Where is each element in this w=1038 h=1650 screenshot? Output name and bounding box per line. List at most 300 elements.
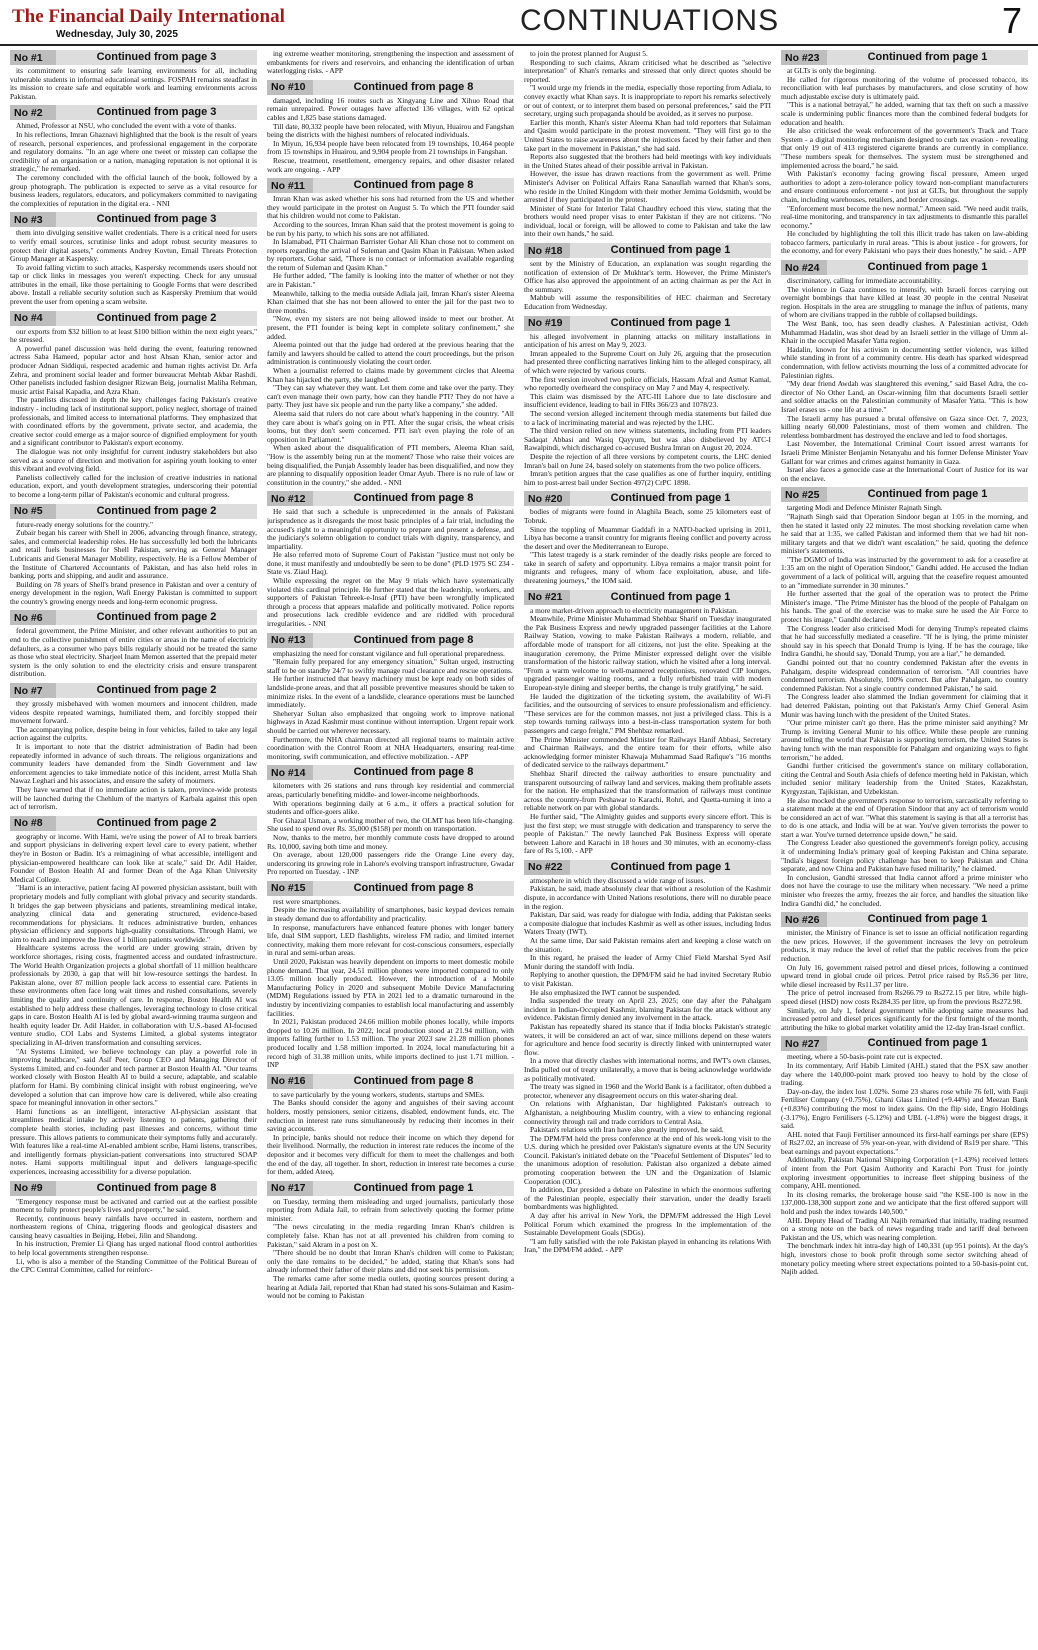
paragraph: Similarly, on July 1, federal government while adopting same measures had increased petrol and diesel prices significantly for the first fortnight of the month, attributing the hike to global market volatility amid the 12-day Iran-Israel conflict. — [781, 1005, 1028, 1032]
masthead — [0, 0, 1038, 46]
paragraph: bodies of migrants were found in Alaghila Beach, some 25 kilometers east of Tobruk. — [524, 507, 771, 525]
continued-label: Continued from page 3 — [96, 213, 217, 226]
paragraph: Earlier this month, Khan's sister Aleema Khan had told reporters that Sulaiman and Qasim would participate in the protest movement. "They will first go to the United States to raise awareness about the injustices faced by their father and then take part in the movement in Pakistan," she had said. — [524, 117, 771, 153]
article-number: No #26 — [781, 912, 827, 927]
continued-label: Continued from page 8 — [353, 881, 474, 894]
paragraph: With operations beginning daily at 6 a.m., it offers a practical solution for students and office-goers alike. — [267, 798, 514, 817]
continued-label: Continued from page 8 — [96, 1181, 217, 1194]
article-number: No #18 — [524, 243, 570, 258]
paragraph: Hadalin, known for his activism in documenting settler violence, was killed while standing in front of a community centre. His death has sparked widespread condemnation, with fellow activists mourning the loss of a committed advocate for Palestinian rights. — [781, 344, 1028, 380]
paragraph: According to the sources, Imran Khan said that the protest movement is going to be run by his party, to which his sons are not affiliated. — [267, 219, 514, 238]
paragraph: He concluded by highlighting the toll this illicit trade has taken on law-abiding tobacco farmers, particularly in rural areas. "This is about justice - for growers, for the economy, and for every Pakistani who pays their dues honestly," he said. - APP — [781, 229, 1028, 256]
paragraph: In 2021, Pakistan produced 24.66 million mobile phones locally, while imports dropped to 10.26 million. In 2022, local production stood at 21.94 million, with imports falling further to 1.53 million. The year 2023 saw 21.28 million phones produced locally and 1.58 million imported. In 2024, local manufacturing hit a record high of 31.38 million units, while imports declined to just 1.71 million. - INP — [267, 1017, 514, 1070]
paragraph: Responding to such claims, Akram criticised what he described as "selective interpretation" of Khan's remarks and stressed that only direct quotes should be reported. — [524, 57, 771, 84]
paragraph: When asked about the disqualification of PTI members, Aleema Khan said, "How is the assembly being run at the moment? Those who raise their voices are being disqualified, the Punjab Assembly leader has been disqualified, and now they are planning to disqualify opposition leader Omar Ayub. There is no rule of law or constitution in the country," she added. - NNI — [267, 443, 514, 487]
paragraph: they grossly misbehaved with women mourners and innocent children, made videos despite repeated warnings, humiliated them, and forcibly stopped their movement forward. — [10, 699, 257, 726]
paragraph: "Remain fully prepared for any emergency situation," Sultan urged, instructing staff to be on standby 24/7 to swiftly manage road clearance and rescue operations. — [267, 657, 514, 675]
article — [267, 491, 514, 628]
article — [10, 683, 257, 812]
continued-label: Continued from page 1 — [610, 860, 731, 873]
article-header — [10, 311, 257, 326]
article — [267, 50, 514, 76]
paragraph: "This latest tragedy is a stark reminder of the deadly risks people are forced to take in search of safety and opportunity. Libya remains a major transit point for migrants and refugees, many of whom face exploitation, abuse, and life-threatening journeys," the IOM said. — [524, 550, 771, 586]
continued-label: Continued from page 1 — [867, 1037, 988, 1050]
article-body — [781, 1053, 1028, 1276]
paragraph: On relations with Afghanistan, Dar highlighted Pakistan's outreach to Afghanistan, a neighbouring Muslim country, with a view to enhancing regional connectivity through rail and trade corridors to Central Asia. — [524, 1099, 771, 1126]
article-header — [10, 504, 257, 519]
paragraph: minister, the Ministry of Finance is set to issue an official notification regarding the new prices. However, if the government increases the levy on petroleum products, it may reduce the level of relief that the public receives from the price reduction. — [781, 928, 1028, 963]
paragraph: meeting, where a 50-basis-point rate cut is expected. — [787, 1052, 943, 1062]
paragraph: to join the protest planned for August 5. — [530, 50, 648, 58]
paragraph: discriminatory, calling for immediate accountability. — [787, 276, 943, 286]
article-body — [524, 260, 771, 312]
continued-label: Continued from page 3 — [96, 51, 217, 63]
continued-label: Continued from page 1 — [610, 244, 731, 257]
paragraph: A powerful panel discussion was held during the event, featuring renowned actress Saba Hameed, popular actor and host Ahsan Khan, senior actor and producer Adnan Siddiqui, respected academic and human rights activist Dr. Arfa Zehra, and prominent social leader and former bureaucrat Mehtab Akbar Rashdi. Other panelists included fashion designer Rizwan Beig, journalist Maliha Rehman, music artist Faisal Kapadia, and Azra Khan. — [10, 343, 257, 396]
article — [10, 105, 257, 208]
paragraph: Zubair began his career with Shell in 2006, advancing through finance, strategy, sales, and commercial leadership roles. He has successfully led both the lubricants and retail fuels businesses for Shell Pakistan, serving as General Manager Lubricants and General Manager Mobility, respectively. He is a Fellow Member of the Institute of Chartered Accountants of Pakistan, and has also held roles in banking, ports and shipping, and audit and assurance. — [10, 528, 257, 581]
paragraph: a more market-driven approach to electricity management in Pakistan. — [530, 605, 738, 615]
article — [10, 50, 257, 101]
paragraph: He also referred moto of Supreme Court of Pakistan "justice must not only be done, it must manifestly and undoubtedly be seen to be done" (PLD 1975 SC 234 - State vs. Ziaul Haq). — [267, 550, 514, 577]
article — [267, 178, 514, 487]
continued-label: Continued from page 1 — [610, 590, 731, 603]
article-number: No #8 — [10, 816, 56, 831]
article-body — [267, 508, 514, 628]
paragraph: He also criticised the weak enforcement of the government's Track and Trace System - a digital monitoring mechanism designed to curb tax evasion - revealing that only 19 out of 413 registered cigarette brands are currently in compliance. "These numbers speak for themselves. The system must be strengthened and implemented across the board," he said. — [781, 126, 1028, 170]
paragraph: He further said, "The Almighty guides and supports every sincere effort. This is just the first step; we must struggle with dedication and transparency to serve the people of Pakistan." The newly launched Pak Business Express will operate between Lahore and Karachi in 18 hours and 30 minutes, with an economy-class fare of Rs 5,100. - APP — [524, 811, 771, 856]
article-header — [781, 50, 1028, 65]
continued-label: Continued from page 1 — [353, 1181, 474, 1194]
paragraph: Building on 78 years of Shell's brand presence in Pakistan and over a century of energy development in the region, Wafi Energy Pakistan is committed to support the country's growing energy needs and long-term economic progress. — [10, 579, 257, 606]
paragraph: Minister of State for Interior Talal Chaudhry echoed this view, stating that the brothers would need proper visas to enter Pakistan if they are not citizens. "No individual, local or foreign, will be allowed to come to Pakistan and take the law into their own hands," he said. — [524, 203, 771, 239]
paragraph: Day-on-day, the index lost 1.02%. Some 23 shares rose while 76 fell, with Fauji Fertiliser Company (+0.75%), Ghani Glass Limited (+9.44%) and Meezan Bank (+0.83%) contributing the most to index gains. On the flip side, Engro Holdings (-3.17%), Engro Fertilisers (-5.12%) and UBL (-1.8%) were the biggest drags, it said. — [781, 1086, 1028, 1131]
paragraph: Mahbub will assume the responsibilities of HEC chairman and Secretary Education from Wednesday. — [524, 293, 771, 312]
paragraph: On average, about 120,000 passengers ride the Orange Line every day, underscoring its growing role in Lahore's evolving transport infrastructure, Gwadar Pro reported on Tuesday. - INP — [267, 850, 514, 877]
article — [267, 1074, 514, 1177]
article-header — [267, 633, 514, 648]
continued-label: Continued from page 8 — [353, 179, 474, 192]
article-header — [267, 491, 514, 506]
paragraph: "Our prime minister can't go there. Has the prime minister said anything? Mr Trump is inviting General Munir to his office. While these people are running around telling the world that Pakistan is supporting terrorism, the United States is having lunch with the man responsible for Pahalgam and organizing ways to fight terrorism," he added. — [781, 718, 1028, 762]
paragraph: The dialogue was not only insightful for current industry stakeholders but also served as a source of direction and motivation for aspiring youth looking to enter this vibrant and evolving field. — [10, 446, 257, 474]
continued-label: Continued from page 1 — [867, 51, 988, 63]
section-title: CONTINUATIONS — [520, 4, 780, 37]
paragraph: Pakistan's relations with Iran have also greatly improved, he said. — [530, 1125, 724, 1135]
article — [524, 590, 771, 856]
paragraph: "Hami is an interactive, patient facing AI powered physician assistant, built with proprietary models and fully compliant with global privacy and security standards. It bridges the gap between physicians and patients, streamlining medical intake, analyzing clinical data and generating structured, evidence-based recommendations for physicians. It reduces administrative burden, enhances physician efficiency and supports high-quality consultations. Through Hami, we aim to reach and improve the lives of 1 billion patients worldwide." — [10, 883, 257, 944]
paragraph: He called for rigorous monitoring of the volume of processed tobacco, its reconciliation with leaf purchases by manufacturers, and close scrutiny of how much adjustable excise duty is ultimately paid. — [781, 74, 1028, 101]
paragraph: rest were smartphones. — [273, 896, 341, 906]
article-number: No #5 — [10, 504, 56, 519]
paragraph: Furthermore, the NHA chairman directed all regional teams to maintain active coordination with the Control Room at NHA Headquarters, ensuring real-time monitoring, swift communication, and effective mobilization. - APP — [267, 734, 514, 761]
article-number: No #25 — [781, 487, 827, 502]
article-header — [267, 80, 514, 95]
article-header — [267, 1181, 514, 1196]
paragraph: The second version alleged incitement through media statements but failed due to a lack of incriminating material and was rejected by the LHC. — [524, 408, 771, 427]
continued-label: Continued from page 1 — [867, 261, 988, 274]
paragraph: damaged, including 16 routes such as Xingyang Line and Xihuo Road that remain unrepaired. Power outages have affected 136 villages, with 62 optical cables and 1,825 base stations damaged. — [267, 95, 514, 122]
article-columns — [10, 50, 1028, 1646]
article-header — [524, 316, 771, 331]
paragraph: AHL Deputy Head of Trading Ali Najib remarked that initially, trading resumed on a strong note on the back of news regarding trade and tariff deal between Pakistan and the US, which was nearing completion. — [781, 1215, 1028, 1242]
article-number: No #14 — [267, 765, 313, 780]
paragraph: Gandhi further criticised the government's stance on military collaboration, citing the Central and South Asia chiefs of defence meeting held in Pakistan, which included senior military leadership from the United States, Kazakhstan, Kyrgyzstan, Tajikistan, and Uzbekistan. — [781, 761, 1028, 796]
continued-label: Continued from page 1 — [610, 492, 731, 505]
paragraph: In Islamabad, PTI Chairman Barrister Gohar Ali Khan chose not to comment on reports regarding the arrival of Suleman and Qasim Khan in Pakistan. When asked by reporters, Gohar said, "There is no contact or information available regarding the return of Suleman and Qasim Khan." — [267, 237, 514, 272]
continued-label: Continued from page 2 — [96, 611, 217, 624]
column-2 — [267, 50, 514, 1646]
paragraph: Until 2020, Pakistan was heavily dependent on imports to meet domestic mobile phone demand. That year, 24.51 million phones were imported compared to only 13.05 million locally produced. However, the introduction of a Mobile Manufacturing Policy in 2020 and subsequent Mobile Device Manufacturing (MDM) Regulations issued by PTA in 2021 led to a dramatic turnaround in the industry by incentivizing companies to establish local manufacturing and assembly facilities. — [267, 957, 514, 1018]
column-4 — [781, 50, 1028, 1646]
paragraph: The DPM/FM held the press conference at the end of his week-long visit to the U.S. during which he presided over Pakistan's signature events at the UN Security Council. Pakistan's initiated debate on the "Peaceful Settlement of Disputes" led to the unanimous adoption of resolution. Pakistan also organized a debate aimed promoting cooperation between the UN and the Organization of Islamic Cooperation (OIC). — [524, 1133, 771, 1186]
article-header — [781, 260, 1028, 275]
paragraph: Aleema pointed out that the judge had ordered at the previous hearing that the family and lawyers should be called to attend the court proceedings, but the prison administration is continuously violating the court order. — [267, 340, 514, 367]
paragraph: "At Systems Limited, we believe technology can play a powerful role in improving healthcare," said Asif Peer, Group CEO and Managing Director of Systems Limited, and co-founder and tech partner at Boston Health AI. "Our teams worked closely with Boston Health AI to build a secure, adaptable, and scalable platform for Hami. By combining clinical insight with robust engineering, we've developed a solution that can improve how care is delivered, while also creating space for meaningful innovation in other sectors." — [10, 1046, 257, 1108]
paragraph: his alleged involvement in planning attacks on military installations in anticipation of his arrest on May 9, 2023. — [524, 331, 771, 350]
paragraph: Despite the rejection of all three versions by competent courts, the LHC denied Imran's bail on June 24, based solely on statements from the two police officers. — [524, 451, 771, 470]
continued-label: Continued from page 2 — [96, 504, 217, 517]
continued-label: Continued from page 3 — [96, 106, 217, 119]
paragraph: Ahmed, Professor at NSU, who concluded the event with a vote of thanks. — [16, 121, 237, 131]
article — [10, 311, 257, 500]
paragraph: In its commentary, Arif Habib Limited (AHL) stated that the PSX saw another day where the 140,000-point mark proved too heavy to hold by the close of trading. — [781, 1060, 1028, 1088]
article-number: No #21 — [524, 590, 570, 605]
article — [524, 860, 771, 1255]
article — [10, 610, 257, 679]
article-header — [524, 243, 771, 258]
paragraph: Israel also faces a genocide case at the International Court of Justice for its war on the enclave. — [781, 465, 1028, 483]
paragraph: "Enforcement must become the new normal," Ameen said. "We need audit trails, real-time monitoring, and transparency in tax adjustments to dismantle this parallel economy." — [781, 203, 1028, 230]
article-header — [267, 1074, 514, 1089]
paragraph: at GLTs is only the beginning. — [787, 66, 877, 75]
paragraph: sent by the Ministry of Education, an explanation was sought regarding the notification of extension of Dr Mukhtar's term. However, the Prime Minister's Office has also approved the appointment of an acting chairman as per the Act in the summary. — [524, 259, 771, 294]
paragraph: This claim was dismissed by the ATC-III Lahore due to late disclosure and insufficient evidence, leading to bail in FIRs 366/23 and 1078/23. — [524, 391, 771, 410]
paragraph: In this regard, he praised the leader of Army Chief Field Marshal Syed Asif Munir during the standoff with India. — [524, 953, 771, 971]
paragraph: In Miyun, 16,934 people have been relocated from 19 townships, 10,464 people from 15 townships in Huairou, and 9,904 people from 21 townships in Fangshan. — [267, 138, 514, 157]
paragraph: The treaty was signed in 1960 and the World Bank is a facilitator, often dubbed a protector, whenever any disagreement occurs on this water-sharing deal. — [524, 1082, 771, 1100]
article-body — [267, 1091, 514, 1177]
paragraph: The Banks should consider the agony and anguishes of their saving account holders, mostly pensioners, senior citizens, disabled, endowment funds, etc. The reduction in interest rate runs simultaneously by reducing their incomes in their saving accounts. — [267, 1098, 514, 1134]
article — [10, 212, 257, 306]
column-1 — [10, 50, 257, 1646]
article-header — [10, 50, 257, 65]
paragraph: Gandhi pointed out that no country condemned Pakistan after the events in Pahalgam, despite widespread condemnation of terrorism. "All countries have condemned terrorism. Absolutely, 100% correct. But after Pahalgam, no country condemned Pakistan. Not a single country condemned Pakistan," he said. — [781, 658, 1028, 693]
article-number: No #11 — [267, 178, 313, 193]
paragraph: He lauded the digitization of the ticketing system, the availability of Wi-Fi facilities, and the outsourcing of services to ensure professionalism and efficiency. "These services are for the common masses, not just a privileged class. This is a step towards turning railways into a best-in-class transportation system for both passengers and cargo freight," PM Shehbaz remarked. — [524, 691, 771, 735]
paragraph: Pakistan, Dar said, was ready for dialogue with India, adding that Pakistan seeks a composite dialogue that includes Kashmir as well as other issues, including Indus Waters Treaty (IWT). — [524, 910, 771, 937]
paragraph: He further instructed that heavy machinery must be kept ready on both sides of landslide-prone areas, and that all possible preventive measures should be taken to minimize risks. In the event of a landslide, clearance operations must be launched immediately. — [267, 674, 514, 710]
article — [781, 260, 1028, 483]
article-number: No #2 — [10, 105, 56, 120]
paragraph: targeting Modi and Defence Minister Rajnath Singh. — [787, 503, 943, 513]
article-number: No #6 — [10, 610, 56, 625]
paragraph: Additionally, Pakistan National Shipping Corporation (+1.43%) received letters of intent from the Port Qasim Authority and Karachi Port Trust for jointly exploring investment opportunities to increase fleet shipping business of the company, AHL mentioned. — [781, 1155, 1028, 1191]
issue-date: Wednesday, July 30, 2025 — [56, 29, 178, 40]
article-number: No #23 — [781, 50, 827, 65]
paragraph: In a move that directly clashes with international norms, and IWT's own clauses, India pulled out of treaty unilaterally, a move that is being acknowledge worldwide as politically motivated. — [524, 1056, 771, 1083]
paragraph: In its closing remarks, the brokerage house said "the KSE-100 is now in the 137,000-138,300 support zone and we anticipate that the first offered support will hold and push the index towards 140,500." — [781, 1189, 1028, 1217]
article-number: No #10 — [267, 80, 313, 95]
article-number: No #13 — [267, 633, 313, 648]
paragraph: its commitment to ensuring safe learning environments for all, including vulnerable students in informal educational settings. FOSPAH remains steadfast in its mission to create safe and equitable work and learning environments across Pakistan. — [10, 66, 257, 101]
paragraph: In his reflections, Imran Ghaznavi highlighted that the book is the result of years of research, personal experiences, and professional engagement in the corporate and regulatory domains. "In an age where one tweet or misstep can collapse the credibility of an organisation or a nation, managing reputation is not optional it is strategic," he remarked. — [10, 129, 257, 174]
article-header — [524, 590, 771, 605]
article — [10, 1181, 257, 1275]
article-number: No #12 — [267, 491, 313, 506]
paragraph: The ceremony concluded with the official launch of the book, followed by a group photograph. The publication is expected to serve as a vital resource for business leaders, regulators, educators, and policymakers committed to navigating the complexities of reputation in the digital era. - NNI — [10, 172, 257, 208]
paragraph: To avoid falling victim to such attacks, Kaspersky recommends users should not tap or click links in messages you weren't expecting. Check for any unusual attributes in the email, like those pertaining to Google Forms that were described above. Install a reliable security solution such as Kaspersky Premium that would prevent the user from opening a scam website. — [10, 262, 257, 307]
continued-label: Continued from page 2 — [96, 816, 217, 829]
article-body — [10, 1198, 257, 1275]
article-body — [524, 508, 771, 585]
article — [524, 243, 771, 312]
paragraph: federal government, the Prime Minister, and other relevant authorities to put an end to the collective punishment of entire cities or areas in the name of electricity defaulters, as a consumer who pays bills regularly should not be treated the same as those who steal electricity. Sharjeel Inam Memon asserted that the prepaid meter system is the only solution to end the electricity crisis and ensure transparent distribution. — [10, 626, 257, 679]
article-header — [781, 912, 1028, 927]
article-number: No #20 — [524, 491, 570, 506]
paragraph: Last November, the International Criminal Court issued arrest warrants for Israeli Prime Minister Benjamin Netanyahu and his former Defense Minister Yoav Gallant for war crimes and crimes against humanity in Gaza. — [781, 439, 1028, 466]
paragraph: The Congress leader also slammed the Indian government for claiming that it had deterred Pakistan, pointing out that Pakistan's Army Chief General Asim Munir was having lunch with the president of the United States. — [781, 692, 1028, 719]
paragraph: to save particularly by the young workers, students, startups and SMEs. — [273, 1089, 485, 1099]
article-body — [781, 504, 1028, 908]
article-number: No #9 — [10, 1181, 56, 1196]
paragraph: "This is a national betrayal," he added, warning that tax theft on such a massive scale is undermining public finances more than the combined federal budgets for education and health. — [781, 100, 1028, 127]
article-number: No #16 — [267, 1074, 313, 1089]
article-body — [267, 782, 514, 877]
paragraph: Pakistan has repeatedly shared its stance that if India blocks Pakistan's strategic waters, it will be considered an act of war, since millions depend on these waters for agriculture and hence food security is directly linked with uninterrupted water flow. — [524, 1021, 771, 1057]
article — [10, 816, 257, 1177]
paragraph: "My dear friend Awdah was slaughtered this evening," said Basel Adra, the co-director of No Other Land, an Oscar-winning film that documents Israeli settler and soldier attacks on the Palestinian community of Masafer Yatta. "This is how Israel erases us - one life at a time." — [781, 379, 1028, 414]
paragraph: India suspended the treaty on April 23, 2025; one day after the Pahalgam incident in Indian-Occupied Kashmir, blaming Pakistan for the attack without any evidence. Pakistan firmly denied any involvement in the attack. — [524, 996, 771, 1023]
paragraph: While expressing the regret on the May 9 trials which have systematically violated this cardinal principle. He further stated that the leadership, workers, and supporters of Pakistan Tehreek-e-Insaf (PTI) have been wrongfully implicated through a process that appears malafide and politically motivated. Police reports and prosecutions lack credible evidence and are riddled with procedural irregularities. - NNI — [267, 576, 514, 629]
paragraph: The Congress Leader also questioned the government's foreign policy, accusing it of undermining India's primary goal of keeping Pakistan and China separate. "India's biggest foreign policy challenge has been to keep Pakistan and China separate, and now China and Pakistan have fused militarily," he claimed. — [781, 838, 1028, 874]
paragraph: The first version involved two police officials, Hassam Afzal and Asmat Kamal, who reportedly overheard the conspiracy on May 7 and May 4, respectively. — [524, 374, 771, 393]
paragraph: Sheheryar Sultan also emphasized that ongoing work to improve national highways in Azad Kashmir must continue without interruption. Urgent repair work should be carried out wherever necessary. — [267, 708, 514, 735]
article-body — [267, 195, 514, 487]
paragraph: He further asserted that the goal of the operation was to protect the Prime Minister's image. "The Prime Minister has the blood of the people of Pahalgam on his hands. The goal of the exercise was to make sure he used the Air Force to protect his image," Gandhi declared. — [781, 589, 1028, 625]
article — [781, 1036, 1028, 1276]
article-number: No #4 — [10, 311, 56, 326]
article-header — [10, 1181, 257, 1196]
article-header — [267, 765, 514, 780]
paragraph: He further added, "The family is looking into the matter of whether or not they are in Pakistan." — [267, 271, 514, 290]
paragraph: Panelists collectively called for the inclusion of creative industries in national education, export, and youth development strategies, underscoring their potential to become a long-term pillar of Pakistan's economic and cultural progress. — [10, 472, 257, 499]
article-number: No #3 — [10, 212, 56, 227]
paragraph: Imran Khan was asked whether his sons had returned from the US and whether they would participate in the protest on August 5. To which the PTI founder said that his children would not come to Pakistan. — [267, 194, 514, 221]
paragraph: The benchmark index hit intra-day high of 140,331 (up 951 points). At the day's high, investors chose to book profit through some sector switching ahead of monetary policy meeting where street expectations pointed to a 50-basis-point cut, Najib added. — [781, 1241, 1028, 1277]
paragraph: atmosphere in which they discussed a wide range of issues. — [530, 875, 706, 885]
paragraph: A day after his arrival in New York, the DPM/FM addressed the High Level Political Forum which examined the progress In the implementation of the Sustainable Development Goals (SDGs). — [524, 1211, 771, 1238]
article-body — [781, 277, 1028, 483]
paragraph: In conclusion, Gandhi stressed that India cannot afford a prime minister who does not have the courage to use the military when necessary. "We need a prime minister who freezes the army, freezes the air force, and handles the situation like Indira Gandhi did," he concluded. — [781, 872, 1028, 908]
article-header — [10, 683, 257, 698]
paragraph: "There should be no doubt that Imran Khan's children will come to Pakistan; only the date remains to be decided," he added, stating that Khan's sons had already informed their father of their plans and did not seek his permission. — [267, 1248, 514, 1275]
article-number: No #1 — [10, 50, 56, 65]
paragraph: The remarks came after some media outlets, quoting sources present during a hearing at Adiala Jail, reported that Khan had stated his sons-Sulaiman and Kasim-would not be coming to Pakistan — [267, 1274, 514, 1301]
paragraph: The Congress leader also criticised Modi for denying Trump's repeated claims that he had successfully mediated a ceasefire. "If he is lying, the prime minister should say in his speech that Donald Trump is lying. If he has the courage, like Indira Gandhi, he should say, 'Donald Trump, you are a liar'," he demanded. — [781, 623, 1028, 659]
paragraph: "The DGMO of India was instructed by the government to ask for a ceasefire at 1:35 am on the night of Operation Sindoor," Gandhi added. He accused the Indian government of a lack of political will, arguing that the ceasefire request amounted to an "immediate surrender in 30 minutes." — [781, 554, 1028, 590]
article — [524, 316, 771, 488]
paragraph: Li, who is also a member of the Standing Committee of the Political Bureau of the CPC Central Committee, called for reinforc- — [10, 1256, 257, 1275]
continued-label: Continued from page 8 — [353, 633, 474, 646]
article-header — [267, 881, 514, 896]
continued-label: Continued from page 2 — [96, 684, 217, 697]
article — [781, 50, 1028, 256]
paragraph: However, the issue has drawn reactions from the government as well. Prime Minister's Adviser on Political Affairs Rana Sanaullah warned that Khan's sons, who reside in the United Kingdom with their mother Jemima Goldsmith, would be arrested if they participated in the protest. — [524, 169, 771, 205]
paragraph: kilometers with 26 stations and runs through key residential and commercial areas, particularly benefiting middle- and lower-income neighborhoods. — [267, 781, 514, 799]
paragraph: "They can say whatever they want. Let them come and take over the party. They can't even manage their own party, how can they handle PTI? They do not have a party. They just have six people and run the party like a company," she added. — [267, 383, 514, 410]
article-body — [10, 67, 257, 101]
article — [781, 487, 1028, 908]
continued-label: Continued from page 8 — [353, 1074, 474, 1087]
paragraph: For Ghazal Usman, a working mother of two, the OLMT has been life-changing. She used to spend over Rs. 35,000 ($158) per month on transportation. — [267, 815, 514, 834]
paragraph: It is important to note that the district administration of Badin had been repeatedly informed in advance of such threats. The religious organizations and community leaders have demanded from the Sindh Government and law enforcement agencies to take immediate notice of this incident, arrest Mulla Shah Nawaz Leghari and his associates, and ensure the safety of mourners. — [10, 742, 257, 786]
article-body — [524, 333, 771, 488]
paragraph: "Rajnath Singh said that Operation Sindoor began at 1:05 in the morning, and then he stated it lasted only 22 minutes. The most shocking revelation came when he said that at 1:35, we called Pakistan and informed them that we had hit non-military targets and that we didn't want escalation," he said, quoting the defence minister's statements. — [781, 511, 1028, 556]
paragraph: Shehbaz Sharif directed the railway authorities to ensure punctuality and transparent outsourcing of railway land and services, making them profitable assets for the nation. He emphasized that the transformation of railways must continue across the country-from Peshawar to Karachi, Rohri, and Quetta-turning it into a reliable network on par with global standards. — [524, 768, 771, 813]
column-3 — [524, 50, 771, 1646]
paragraph: On July 16, government raised petrol and diesel prices, following a continued upward trend in global crude oil prices. Petrol price raised by Rs5.36 per litre, while diesel increased by Rs11.37 per litre. — [781, 962, 1028, 989]
article-header — [10, 610, 257, 625]
article — [10, 504, 257, 607]
article-header — [10, 212, 257, 227]
article-body — [267, 898, 514, 1070]
paragraph: The price of petrol increased from Rs266.79 to Rs272.15 per litre, while high-speed diesel (HSD) now costs Rs284.35 per litre, up from the previous Rs272.98. — [781, 988, 1028, 1006]
paragraph: Imran appealed to the Supreme Court on July 26, arguing that the prosecution had presented three conflicting narratives linking him to the alleged conspiracy, all of which were rejected by various courts. — [524, 348, 771, 375]
article — [267, 1181, 514, 1301]
page-number: 7 — [1001, 0, 1022, 41]
article — [524, 491, 771, 585]
article-header — [781, 487, 1028, 502]
article — [524, 50, 771, 239]
paragraph: He also mocked the government's response to terrorism, sarcastically referring to a statement made at the end of Operation Sindoor that any act of terrorism would be considered an act of war. "What this statement is saying is that all a terrorist has to do is one attack, and India will be at war. You've given terrorists the power to start a war. You've turned deterrence upside down," he said. — [781, 795, 1028, 839]
paragraph: Reports also suggested that the brothers had held meetings with key individuals in the United States ahead of their possible arrival in Pakistan. — [524, 152, 771, 170]
article-body — [10, 229, 257, 306]
paragraph: Recently, continuous heavy rainfalls have occurred in eastern, northern and northeastern regions of China, triggering floods and geological disasters and causing heavy casualties in Beijing, Hebei, Jilin and Shandong. — [10, 1213, 257, 1240]
paragraph: The panelists discussed in depth the key challenges facing Pakistan's creative industry - including lack of institutional support, policy neglect, shortage of trained professionals, and limited access to international platforms. They emphasized that with coordinated efforts by the government, private sector, and academia, the creative sector could emerge as a major source of dignified employment for youth and a significant contributor to Pakistan's export economy. — [10, 395, 257, 448]
article-body — [781, 67, 1028, 256]
paragraph: In response, manufacturers have enhanced feature phones with longer battery life, dual SIM support, LED flashlights, wireless FM radio, and limited internet connectivity, making them more relevant for cost-conscious consumers, especially in rural and semi-urban areas. — [267, 922, 514, 958]
paragraph: "Emergency response must be activated and carried out at the earliest possible moment to fully protect people's lives and property," he said. — [10, 1196, 257, 1215]
paragraph: At the same time, Dar said Pakistan remains alert and keeping a close watch on the situation. — [524, 936, 771, 954]
paragraph: them into divulging sensitive wallet credentials. There is a critical need for users to verify email sources, scrutinise links and adopt robust security measures to protect their digital assets," comments Andrey Kovtun, Email Threats Protection Group Manager at Kaspersky. — [10, 228, 257, 264]
article-body — [10, 122, 257, 208]
paragraph: emphasizing the need for constant vigilance and full operational preparedness. — [273, 648, 505, 658]
article-body — [524, 607, 771, 856]
article-number: No #19 — [524, 316, 570, 331]
paragraph: The accompanying police, despite being in four vehicles, failed to take any legal action against the culprits. — [10, 724, 257, 743]
continued-label: Continued from page 1 — [867, 913, 988, 926]
paragraph: In his instruction, Premier Li Qiang has urged national flood control authorities to help local governments strengthen response. — [10, 1239, 257, 1258]
continued-label: Continued from page 8 — [353, 80, 474, 93]
article-header — [524, 860, 771, 875]
paragraph: The third version relied on new witness statements, including from PTI leaders Sadaqat Abbasi and Wasiq Qayyum, but was also disbelieved by ATC-I Rawalpindi, which discharged co-accused Bushra Imran on August 20, 2024. — [524, 426, 771, 453]
paragraph: Now, thanks to the metro, her monthly commute costs have dropped to around Rs. 10,000, saving both time and money. — [267, 832, 514, 851]
paragraph: The West Bank, too, has seen deadly clashes. A Palestinian activist, Odeh Muhammad Hadalin, was shot dead by an Israeli settler in the village of Umm al-Khair in the occupied Masafer Yatta region. — [781, 319, 1028, 346]
article-body — [267, 50, 514, 76]
article-body — [10, 521, 257, 607]
paragraph: He said that such a schedule is unprecedented in the annals of Pakistani jurisprudence as it disregards the most basic principles of a fair trial, including the accused's right to a meaningful opportunity to prepare and present a defense, and the judiciary's solemn obligation to conduct trials with dignity, transparency, and impartiality. — [267, 507, 514, 551]
paragraph: on Tuesday, terming them misleading and urged journalists, particularly those reporting from Adiala Jail, to refrain from selectively quoting the former prime minister. — [267, 1196, 514, 1223]
article-header — [10, 105, 257, 120]
continued-label: Continued from page 1 — [610, 316, 731, 329]
continued-label: Continued from page 8 — [353, 766, 474, 779]
article — [781, 912, 1028, 1032]
article-body — [524, 877, 771, 1255]
article-body — [524, 50, 771, 239]
article — [267, 765, 514, 877]
paragraph: The Israeli army has pursued a brutal offensive on Gaza since Oct. 7, 2023, killing nearly 60,000 Palestinians, most of them women and children. The relentless bombardment has destroyed the enclave and led to food shortages. — [781, 413, 1028, 440]
paragraph: Replying to another question, the DPM/FM said he had invited Secretary Rubio to visit Pakistan. — [524, 970, 771, 988]
article-body — [10, 328, 257, 500]
article-header — [267, 178, 514, 193]
paragraph: He also emphasized the IWT cannot be suspended. — [530, 987, 681, 997]
article-header — [524, 491, 771, 506]
article-body — [10, 833, 257, 1177]
paragraph: "I would urge my friends in the media, especially those reporting from Adiala, to convey exactly what Khan says. It is inappropriate to report his remarks selectively or out of context, or to interpret them based on personal preferences," said the PTI secretary, urging such propaganda should be avoided, as it serves no purpose. — [524, 83, 771, 119]
paper-name: The Financial Daily International — [12, 6, 285, 27]
paragraph: future-ready energy solutions for the country." — [16, 519, 154, 529]
article-body — [267, 1198, 514, 1301]
article-header — [781, 1036, 1028, 1051]
article-number: No #24 — [781, 260, 827, 275]
article-body — [267, 97, 514, 174]
continued-label: Continued from page 8 — [353, 492, 474, 505]
paragraph: Meanwhile, Prime Minister Muhammad Shehbaz Sharif on Tuesday inaugurated the Pak Business Express and newly upgraded passenger facilities at the Lahore Railway Station, vowing to make Pakistan Railways a modern, reliable, and affordable mode of transport for all citizens, not just the elite. Speaking at the inauguration ceremony, the Prime Minister expressed delight over the visible transformation of the historic railway station, which he visited after a long interval. "From a warm welcome to well-mannered receptionists, renovated CIP lounges, upgraded passenger waiting rooms, and a fully refurbished train with modern European-style dining and sleeper berths, the change is truly gratifying," he said. — [524, 614, 771, 692]
paragraph: "The news circulating in the media regarding Imran Khan's children is completely false. Khan has not at all prevented his children from coming to Pakistan," said Akram in a post on X. — [267, 1222, 514, 1249]
paragraph: Meanwhile, talking to the media outside Adiala jail, Imran Khan's sister Aleema Khan claimed that she has not been allowed to enter the jail for the past two to three months. — [267, 288, 514, 315]
article-header — [10, 816, 257, 831]
article-body — [10, 627, 257, 679]
paragraph: "I am fully satisfied with the role Pakistan played in enhancing its relations With Iran," the DPM/FM added. - APP — [524, 1236, 771, 1255]
article-number: No #7 — [10, 683, 56, 698]
paragraph: Aleema said that rulers do not care about what's happening in the country. "All they care about is what's going on in PTI. After the sugar crisis, the wheat crisis looms, but they don't seem concerned. PTI isn't even playing the role of an opposition in Parliament." — [267, 408, 514, 444]
paragraph: Imran's petition argues that the case qualifies as one of further inquiry, entitling him to post-arrest bail under Section 497(2) CrPC 1898. — [524, 469, 771, 487]
article-number: No #15 — [267, 881, 313, 896]
paragraph: Pakistan, he said, made absolutely clear that without a resolution of the Kashmir dispute, in accordance with United Nations resolutions, there will no durable peace in the region. — [524, 884, 771, 911]
article — [267, 881, 514, 1070]
paragraph: The violence in Gaza continues to intensify, with Israeli forces carrying out overnight bombings that have killed at least 30 people in the central Nuseirat region. Hospitals in the area are struggling to manage the influx of patients, many of whom are civilians trapped in the rubble of collapsed buildings. — [781, 284, 1028, 320]
article-body — [267, 650, 514, 762]
paragraph: Healthcare systems across the world are under growing strain, driven by workforce shortages, rising costs, fragmented access and outdated infrastructure. The World Health Organization projects a global shortfall of 11 million healthcare professionals by 2030, a gap that will hit low-resource settings the hardest. In Pakistan alone, over 87 million people lack access to essential care. Patients in these environments often face long wait times and rushed consultations, severely limiting the quality and continuity of care. In response, Boston Health AI was established to help address these challenges, leveraging technology to close critical gaps in care. Boston Health AI is led by global award-winning trauma surgeon and health equity leader Dr. Adil Haider, in collaboration with U.S.-based AI-focused venture studio, COI Labs and Systems Limited, a global systems integrator specializing in AI-driven transformation and consulting services. — [10, 943, 257, 1047]
article — [267, 633, 514, 762]
article-number: No #27 — [781, 1036, 827, 1051]
paragraph: ing extreme weather monitoring, strengthening the inspection and assessment of embankments for rivers and reservoirs, and enhancing the identification of urban waterlogging risks. - APP — [267, 50, 514, 76]
paragraph: Rescue, treatment, resettlement, emergency repairs, and other disaster related work are ongoing. - APP — [267, 155, 514, 174]
paragraph: our exports from $32 billion to at least $100 billion within the next eight years," he stressed. — [10, 326, 257, 345]
continued-label: Continued from page 2 — [96, 311, 217, 324]
paragraph: In principle, banks should not reduce their income on which they depend for their livelihood. Normally, the reduction in interest rate reduces the income of the depositor and it becomes very difficult for them to meet the challenges and both the end of the day, all together. In short, reduction in interest rate becomes a curse for them, added Ateeq. — [267, 1132, 514, 1177]
article-body — [10, 700, 257, 812]
paragraph: In addition, Dar presided a debate on Palestine in which the enormous suffering of the Palestinian people, especially their starvation, under the deadly Israeli bombardments was highlighted. — [524, 1185, 771, 1212]
paragraph: Since the toppling of Muammar Gaddafi in a NATO-backed uprising in 2011, Libya has become a transit country for migrants fleeing conflict and poverty across the desert and over the Mediterranean to Europe. — [524, 524, 771, 551]
article-number: No #22 — [524, 860, 570, 875]
paragraph: The Prime Minister commended Minister for Railways Hanif Abbasi, Secretary and Chairman Railways, and the entire team for their efforts, while also acknowledging former minister Khawaja Muhammad Saad Rafique's "16 months of dedicated service to the railways department." — [524, 734, 771, 770]
paragraph: They have warned that if no immediate action is taken, province-wide protests will be launched during the Chehlum of the martyrs of Karbala against this open act of terrorism. — [10, 784, 257, 812]
paragraph: With Pakistan's economy facing growing fiscal pressure, Ameen urged authorities to adopt a zero-tolerance policy toward non-compliant manufacturers and ensure continuous enforcement - not just at GLTs, but throughout the supply chain, including warehouses, retailers, and border crossings. — [781, 169, 1028, 204]
paragraph: Hami functions as an intelligent, interactive AI-physician assistant that streamlines medical intake by actively listening to patients, gathering their complete health stories, including past illnesses and concerns, without time pressure. This allows patients to communicate their symptoms fully and accurately. With features like a real-time AI-enabled ambient scribe, Hami listens, transcribes, and intelligently formats physician-patient conversations into structured SOAP notes. Hami supports multilingual input and delivers language-specific experiences, increasing accessibility for a diverse population. — [10, 1106, 257, 1176]
paragraph: geography or income. With Hami, we're using the power of AI to break barriers and support physicians in delivering expert level care to every patient, whether they're in Boston or Badin. It's a reimagining of what accessible, intelligent and physician-empowered healthcare can look like at scale," said Dr. Adil Haider, Founder of Boston Health AI and former Dean of the Aga Khan University Medical College. — [10, 831, 257, 884]
paragraph: Till date, 80,332 people have been relocated, with Miyun, Huairou and Fangshan being the districts with the highest numbers of relocated individuals. — [267, 121, 514, 140]
paragraph: "Now, even my sisters are not being allowed inside to meet our brother. At present, the PTI founder is being kept in complete solitary confinement," she added. — [267, 314, 514, 341]
continued-label: Continued from page 1 — [867, 488, 988, 501]
article — [267, 80, 514, 174]
paragraph: AHL noted that Fauji Fertiliser announced its first-half earnings per share (EPS) of Rs27.02, an increase of 5% year-on-year, with dividend of Rs19 per share. "This beat earnings and payout expectations." — [781, 1129, 1028, 1156]
paragraph: When a journalist referred to claims made by government circles that Aleema Khan has hijacked the party, she laughed. — [267, 366, 514, 384]
paragraph: Despite the increasing availability of smartphones, basic keypad devices remain in steady demand due to affordability and practicality. — [267, 905, 514, 924]
article-number: No #17 — [267, 1181, 313, 1196]
article-body — [781, 929, 1028, 1032]
